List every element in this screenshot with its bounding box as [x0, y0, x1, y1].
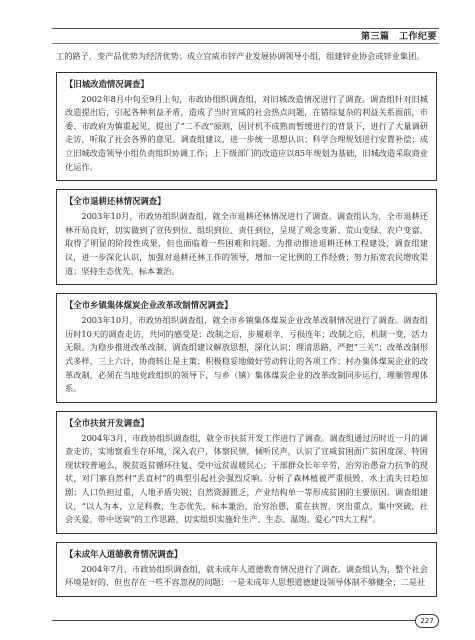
page-body	[56, 50, 437, 597]
section-returning-farmland-to-forest	[56, 189, 437, 285]
section-old-city-renovation	[56, 72, 437, 182]
section-title: 【全市乡镇集体煤炭企业改革改制情况调查】	[65, 300, 233, 311]
footer-rule	[52, 620, 417, 621]
page-number: 227	[415, 614, 439, 628]
section-paragraph: 2002年8月中旬至9月上旬，市政协组织调查组，对旧城改造情况进行了调查。调查组针对旧城改造提出后，引起各种利益矛盾，造成了当时宣威的社会热点问题，在错综复杂的利益关系面前，市委、市政府为慎重起见，提出了“二不改”原则，因讨机不成熟而暂缓进行的背景下，进行了大量调研走访，听取了社会各界的意见。调查组建议，进一步统一思想认识；科学合理规划进行安置补偿；成立旧城改造领导小组负责组织协调工作；上下级部门的改造应以85年规划为基础，旧城改造采取商业化运作。	[65, 93, 428, 172]
section-title: 【全市扶贫开发调查】	[65, 417, 149, 428]
continued-paragraph: 工的路子，变产品优势为经济优势；成立宜威市锌产业发展协调领导小组，组建锌业协会或锌业集团。	[56, 51, 425, 61]
section-title: 【旧城改造情况调查】	[65, 78, 149, 89]
section-paragraph: 2003年10月，市政协组织调查组，就全市乡镇集体煤炭企业改革改制情况进行了调查。调查组历时10天的调查走访，共同的感受是：改制之后，步履艰辛、亏损连年；改制之后，机制一变，活力无限。为稳步推进改革改制，调查组建议解放思想，深化认识；理清思路，严把“三关”；改革改制形式多样，三上六计，协商转让是主策；积极稳妥地做好劳动转让的各项工作；村办集体煤炭企业的改革改制，必须在当地党政组织的领导下，与乡（镇）集体煤炭企业的改革改制同步运行，理顺管理体系。	[65, 315, 428, 394]
running-header: 第三篇 工作纪要	[360, 32, 437, 42]
page-footer	[52, 614, 439, 626]
section-poverty-alleviation	[56, 411, 437, 534]
section-title: 【未成年人道德教育情况调查】	[65, 548, 183, 559]
section-paragraph: 2004年3月，市政协组织调查组，就全市扶贫开发工作进行了调查。调查组通过历时近一月的调查走访，实地察看生存环境，深入农户，体察民情，倾听民声，认识了宣威贫困面广贫困度深、特困现状较普遍么，脱贫返贫循环往复、受中远贫温暖民心；干部群众长年辛劳，治穷治愚奋力抗争的现状，对门寨自然村“丢直村”的典型引起社会强烈反响。分析了森林植被严重损毁，水土流失日趋加剧；人口负担过重，人地矛盾尖锐；自然资源匮乏，产业结构单一等形成贫困的主要原因。调查组建议，“以人为本，立足科教，生态优先，标本兼治，治穷治愚，重在扶智，突出重点，集中突破，社会关爱，带中送炭”的工作思路，切实组织实施好生产、生态、温饱、爱心“四大工程”。	[65, 432, 428, 525]
section-title: 【全市退耕还林情况调查】	[65, 196, 166, 207]
section-coal-enterprise-reform	[56, 293, 437, 403]
header-rule-lower	[52, 43, 439, 44]
section-minors-moral-education	[56, 542, 437, 597]
section-paragraph: 2003年10月，市政协组织调查组，就全市退耕还林情况进行了调查。调查组认为，全市退耕还林开局良好，切实做到了宣传到位、组织到位、责任到位，呈现了观念变新、荒山变绿、农户变富、取得了明显的阶段性成果，但也面临着一些困难和问题。为推动推进退耕还林工程建设，调查组建议，进一步深化认识，加强对退耕还林工作的领导，增加一定比例的工作经费；努力拓宽农民增收渠道；坚持生态优先、标本兼治。	[65, 211, 428, 276]
section-paragraph: 2004年7月，市政协组织调查组，就未成年人道德教育情况进行了调查。调查组认为，整个社会环境是好的，但也存在一些不容忽视的问题：一是未成年人思想道德建设领导体制不够健全；二是社	[65, 563, 428, 588]
